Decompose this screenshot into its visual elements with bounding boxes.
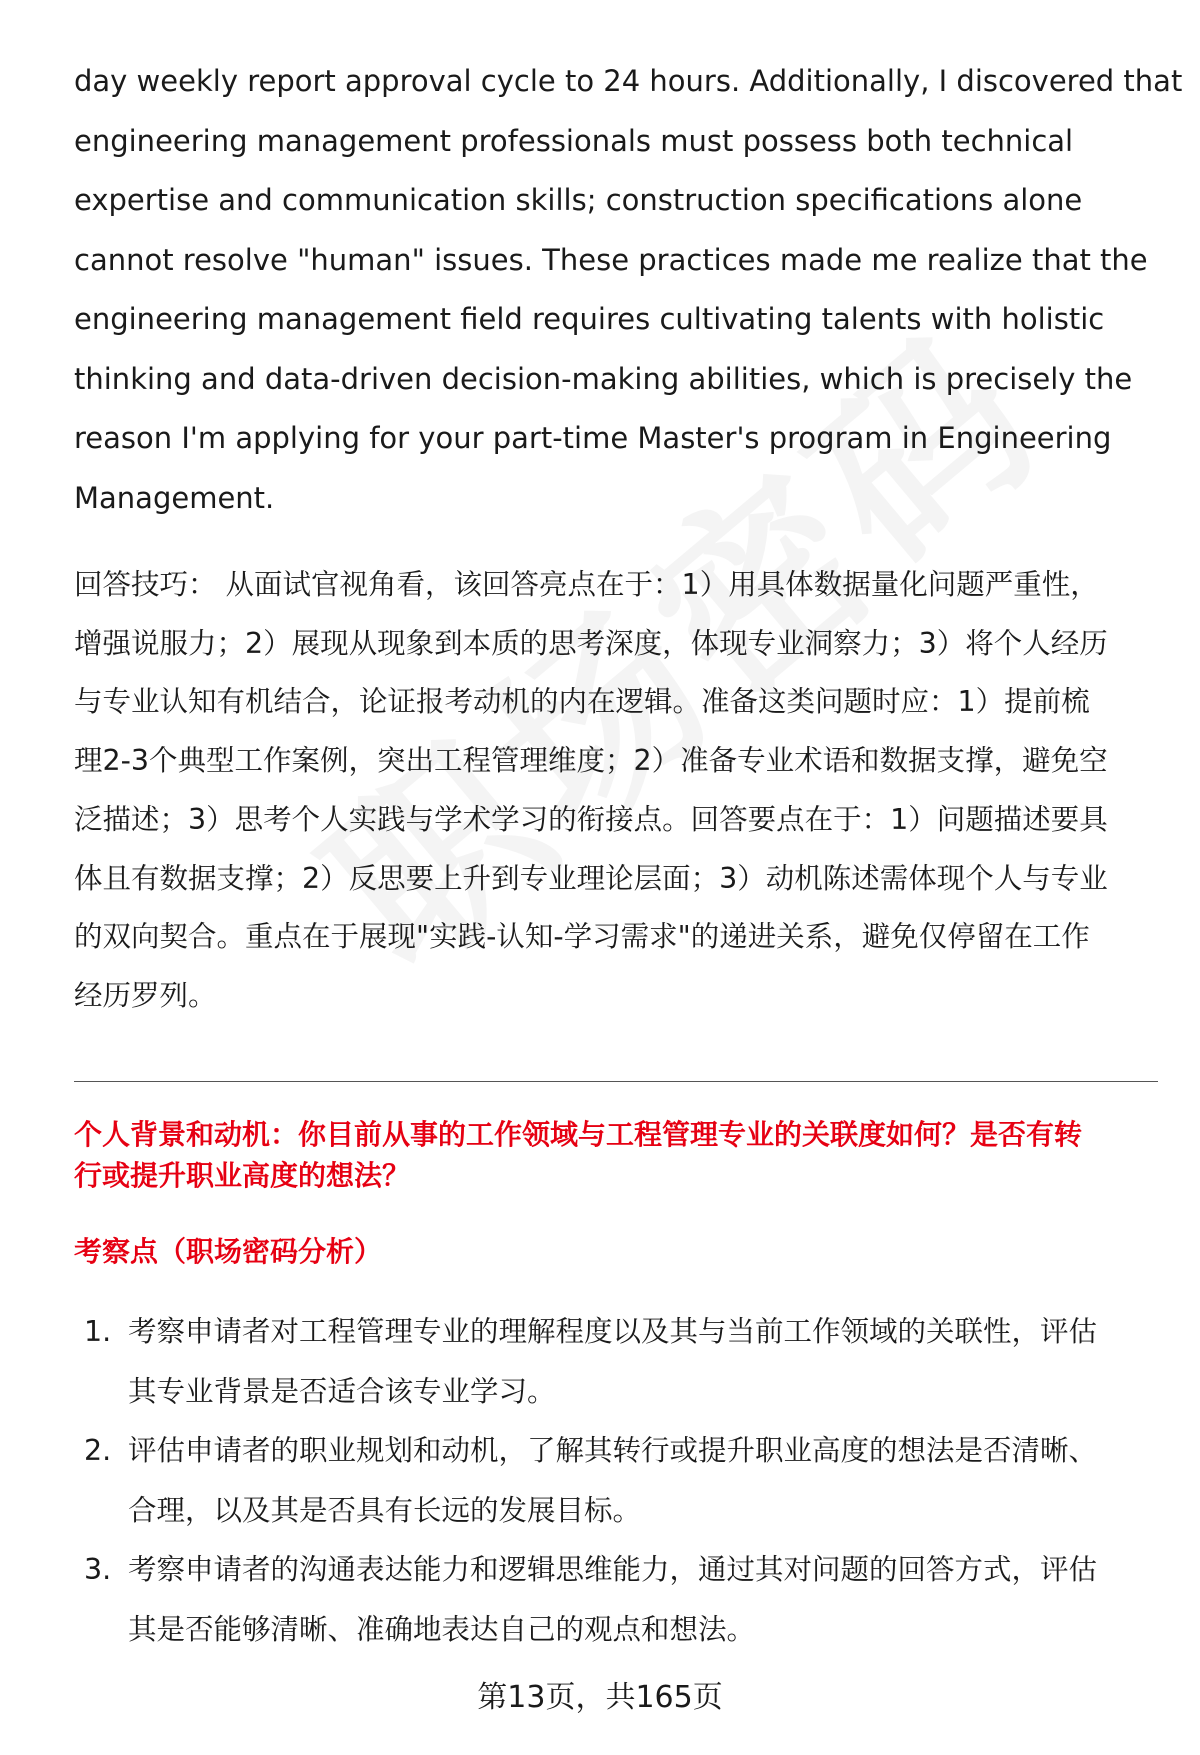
- tips-line: 理2-3个典型工作案例，突出工程管理维度；2）准备专业术语和数据支撑，避免空: [74, 744, 1108, 778]
- essay-line: engineering management field requires cultivating talents with holistic: [74, 302, 1105, 336]
- page-footer: 第13页，共165页: [477, 1680, 723, 1715]
- list-item-line: 考察申请者的沟通表达能力和逻辑思维能力，通过其对问题的回答方式，评估: [128, 1553, 1098, 1586]
- tips-line: 体且有数据支撑；2）反思要上升到专业理论层面；3）动机陈述需体现个人与专业: [74, 861, 1108, 895]
- list-item-line: 评估申请者的职业规划和动机，了解其转行或提升职业高度的想法是否清晰、: [128, 1434, 1098, 1467]
- answer-tips-paragraph: [74, 556, 1154, 1026]
- list-item-line: 合理，以及其是否具有长远的发展目标。: [128, 1493, 642, 1527]
- essay-line: thinking and data-driven decision-making abilities, which is precisely the: [74, 361, 1133, 396]
- list-item-line: 其专业背景是否适合该专业学习。: [128, 1374, 556, 1408]
- tips-line: 与专业认知有机结合，论证报考动机的内在逻辑。准备这类问题时应：1）提前梳: [74, 685, 1090, 719]
- list-item: [74, 1421, 1164, 1540]
- list-number: 3.: [84, 1553, 112, 1586]
- essay-line: expertise and communication skills; construction specifications alone: [74, 183, 1083, 217]
- question-heading: [74, 1114, 1164, 1196]
- assessment-subheading: 考察点（职场密码分析）: [74, 1235, 383, 1268]
- essay-line: engineering management professionals must possess both technical: [74, 123, 1074, 158]
- essay-line: day weekly report approval cycle to 24 hours. Additionally, I discovered that: [74, 64, 1183, 98]
- tips-line: 增强说服力；2）展现从现象到本质的思考深度，体现专业洞察力；3）将个人经历: [74, 626, 1108, 660]
- list-item-line: 考察申请者对工程管理专业的理解程度以及其与当前工作领域的关联性，评估: [128, 1315, 1098, 1348]
- list-number: 1.: [84, 1315, 112, 1348]
- list-item-line: 其是否能够清晰、准确地表达自己的观点和想法。: [128, 1612, 756, 1646]
- tips-line: 经历罗列。: [74, 978, 217, 1012]
- essay-paragraph: [74, 52, 1183, 528]
- essay-line: Management.: [74, 480, 275, 515]
- essay-line: cannot resolve "human" issues. These practices made me realize that the: [74, 242, 1148, 277]
- question-line: 行或提升职业高度的想法？: [74, 1159, 411, 1192]
- tips-line: 回答技巧： 从面试官视角看，该回答亮点在于：1）用具体数据量化问题严重性，: [74, 568, 1099, 601]
- section-divider: [74, 1081, 1158, 1082]
- list-number: 2.: [84, 1434, 112, 1467]
- assessment-points-list: [74, 1302, 1164, 1659]
- list-item: [74, 1302, 1164, 1421]
- list-item: [74, 1540, 1164, 1659]
- tips-line: 泛描述；3）思考个人实践与学术学习的衔接点。回答要点在于：1）问题描述要具: [74, 802, 1108, 836]
- essay-line: reason I'm applying for your part-time Master's program in Engineering: [74, 421, 1112, 455]
- tips-line: 的双向契合。重点在于展现"实践-认知-学习需求"的递进关系，避免仅停留在工作: [74, 920, 1090, 954]
- question-line: 个人背景和动机：你目前从事的工作领域与工程管理专业的关联度如何？是否有转: [74, 1118, 1083, 1151]
